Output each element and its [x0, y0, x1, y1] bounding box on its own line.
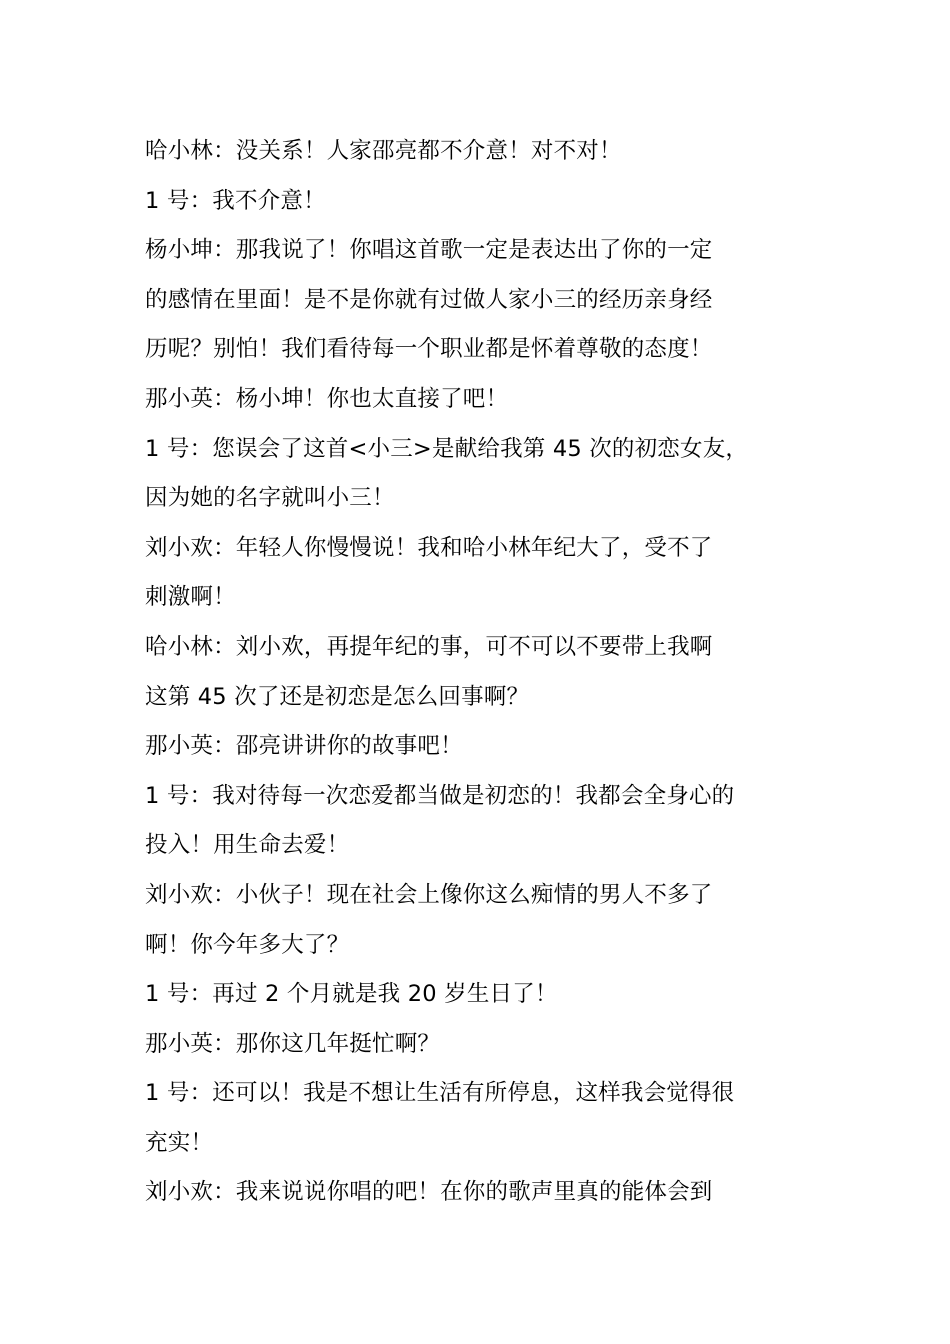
- text-line: 刘小欢：我来说说你唱的吧！在你的歌声里真的能体会到: [145, 1179, 713, 1206]
- text-line: 充实！: [145, 1129, 214, 1156]
- text-line: 刺激啊！: [145, 584, 236, 611]
- text-line: 1 号：我对待每一次恋爱都当做是初恋的！我都会全身心的: [145, 782, 735, 809]
- text-line: 哈小林：没关系！人家邵亮都不介意！对不对！: [145, 138, 622, 164]
- text-line: 1 号：我不介意！: [145, 187, 326, 214]
- text-line: 那小英：杨小坤！你也太直接了吧！: [145, 385, 509, 412]
- text-line: 那小英：邵亮讲讲你的故事吧！: [145, 733, 463, 760]
- text-line: 杨小坤：那我说了！你唱这首歌一定是表达出了你的一定: [145, 237, 713, 264]
- text-line: 的感情在里面！是不是你就有过做人家小三的经历亲身经: [145, 286, 713, 313]
- text-line: 刘小欢：小伙子！现在社会上像你这么痴情的男人不多了: [145, 881, 713, 908]
- text-line: 1 号：还可以！我是不想让生活有所停息，这样我会觉得很: [145, 1080, 735, 1107]
- text-line: 1 号：您误会了这首<小三>是献给我第 45 次的初恋女友，: [145, 435, 749, 462]
- text-line: 那小英：那你这几年挺忙啊？: [145, 1030, 441, 1057]
- dialogue-text-block: [145, 127, 810, 1218]
- text-line: 投入！用生命去爱！: [145, 832, 350, 859]
- text-line: 因为她的名字就叫小三！: [145, 485, 395, 512]
- text-line: 刘小欢：年轻人你慢慢说！我和哈小林年纪大了，受不了: [145, 534, 713, 561]
- text-line: 哈小林：刘小欢，再提年纪的事，可不可以不要带上我啊: [145, 633, 713, 660]
- text-line: 啊！你今年多大了？: [145, 931, 350, 958]
- text-line: 这第 45 次了还是初恋是怎么回事啊？: [145, 683, 530, 710]
- text-line: 历呢？别怕！我们看待每一个职业都是怀着尊敬的态度！: [145, 336, 713, 363]
- text-line: 1 号：再过 2 个月就是我 20 岁生日了！: [145, 981, 558, 1008]
